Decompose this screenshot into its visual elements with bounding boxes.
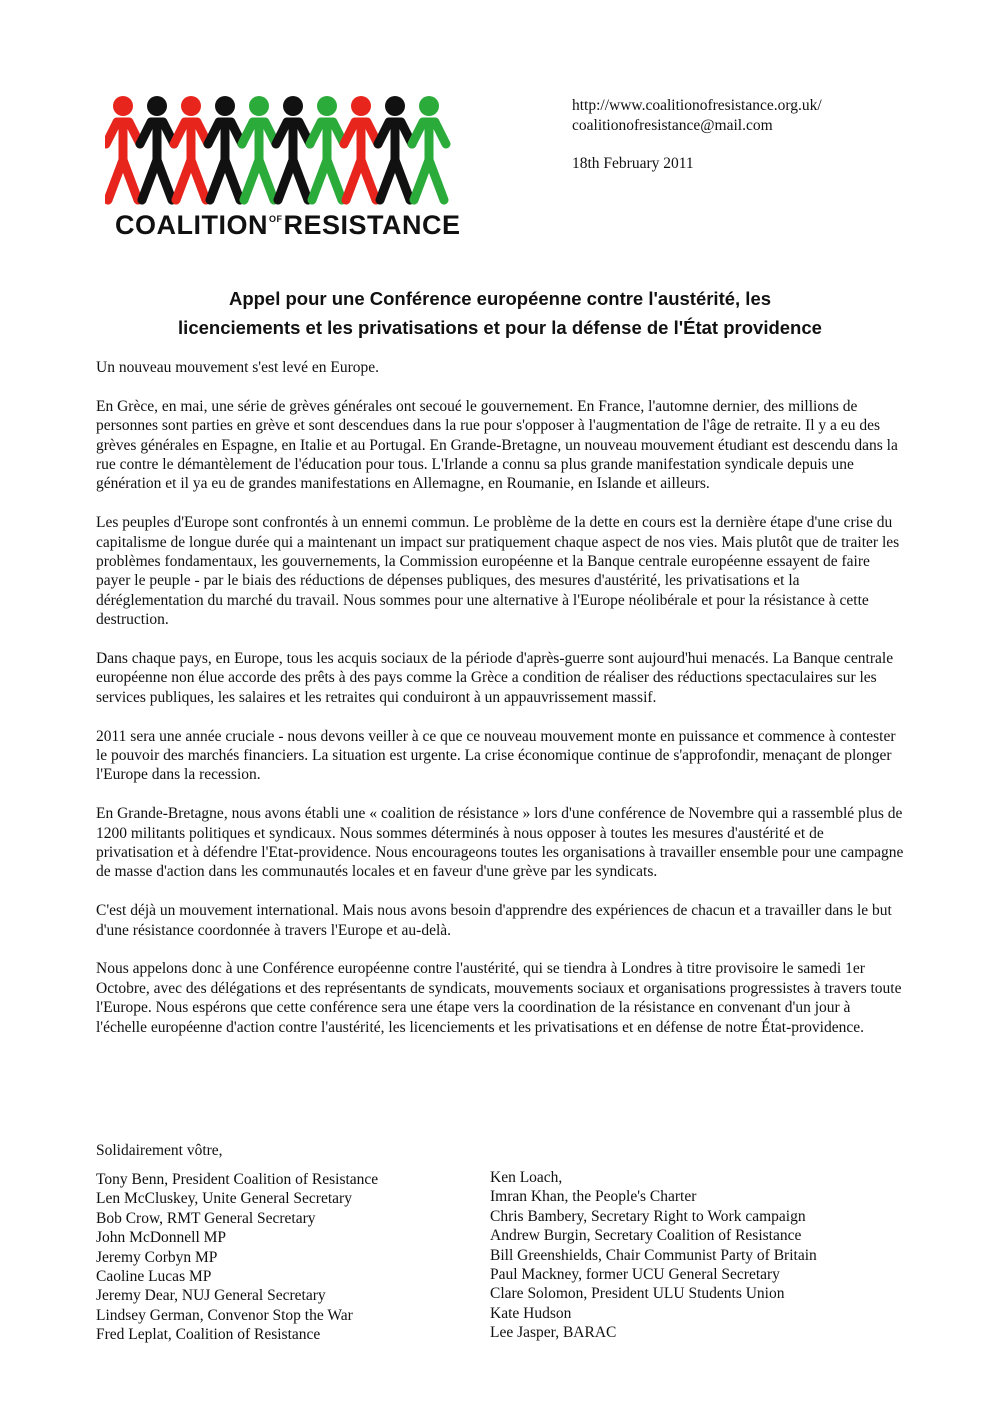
letter-date: 18th February 2011 <box>572 155 694 172</box>
signatory: Jeremy Corbyn MP <box>96 1248 218 1266</box>
signatory: Paul Mackney, former UCU General Secretary <box>490 1266 780 1284</box>
logo-figure <box>378 96 412 200</box>
logo-word-of: OF <box>269 214 283 224</box>
paragraph: 2011 sera une année cruciale - nous devons veiller à ce que ce nouveau mouvement monte en puissance et commence à contester le pouvoir des marchés financiers. La situation est urgente. La crise économique continue de s'approfondir, menaçant de plonger l'Europe dans la recession. <box>96 727 896 784</box>
closing-salutation: Solidairement vôtre, <box>96 1142 223 1159</box>
letter-body <box>96 358 904 1057</box>
logo-figure <box>242 96 276 200</box>
contact-email[interactable]: coalitionofresistance@mail.com <box>572 117 773 134</box>
signatory: Kate Hudson <box>490 1304 572 1322</box>
signatory: Jeremy Dear, NUJ General Secretary <box>96 1287 326 1305</box>
signatory: John McDonnell MP <box>96 1229 227 1247</box>
logo-figure <box>174 96 208 200</box>
document-title <box>80 284 920 342</box>
signatories-right <box>490 1168 817 1343</box>
logo-figure <box>412 96 446 200</box>
signatory: Chris Bambery, Secretary Right to Work campaign <box>490 1207 806 1225</box>
signatory: Bob Crow, RMT General Secretary <box>96 1209 316 1227</box>
paragraph: Les peuples d'Europe sont confrontés à un ennemi commun. Le problème de la dette en cours est la dernière étape d'une crise du capitalisme de longue durée qui a maintenant un impact sur pratiquement chaque aspect de nos vies. Mais plutôt que de traiter les problèmes fondamentaux, les gouvernements, la Commission européenne et la Banque centrale européenne essayent de faire payer le peuple - par le biais des réductions de dépenses publiques, des mesures d'austérité, les privatisations et la déréglementation du marché du travail. Nous sommes pour une alternative à l'Europe néolibérale et pour la résistance à cette destruction. <box>96 514 900 629</box>
paragraph: En Grande-Bretagne, nous avons établi une « coalition de résistance » lors d'une conférence de Novembre qui a rassemblé plus de 1200 militants politiques et syndicaux. Nous sommes déterminés à nous opposer à toutes les mesures d'austérité et de privatisation et à défendre l'Etat-providence. Nous encourageons toutes les organisations à travailler ensemble pour une campagne de masse d'action dans les communautés locales et en faveur d'une grève par les syndicats. <box>96 805 904 881</box>
logo-figure <box>106 96 140 200</box>
title-line-1: Appel pour une Conférence européenne contre l'austérité, les <box>228 288 772 309</box>
signatory: Tony Benn, President Coalition of Resistance <box>96 1171 379 1188</box>
signatory: Caoline Lucas MP <box>96 1268 212 1286</box>
logo-word-coalition: COALITION <box>115 210 268 240</box>
paragraph: Dans chaque pays, en Europe, tous les acquis sociaux de la période d'après-guerre sont aujourd'hui menacés. La Banque centrale européenne non élue accorde des prêts à des pays comme la Grèce a condition de réaliser des réductions spectaculaires sur les services publiques, les salaires et les retraites qui conduiront à un appauvrissement massif. <box>96 650 894 706</box>
logo-wordmark <box>115 210 461 241</box>
logo-figure <box>310 96 344 200</box>
contact-block <box>572 96 822 174</box>
logo-word-resistance: RESISTANCE <box>283 210 461 240</box>
signatory: Clare Solomon, President ULU Students Union <box>490 1285 785 1303</box>
logo-figure <box>208 96 242 200</box>
signatory: Fred Leplat, Coalition of Resistance <box>96 1326 321 1344</box>
signatory: Andrew Burgin, Secretary Coalition of Resistance <box>490 1227 802 1245</box>
logo-figure <box>140 96 174 200</box>
website-url[interactable]: http://www.coalitionofresistance.org.uk/ <box>572 97 822 114</box>
logo-figures <box>105 92 465 210</box>
signatory: Lindsey German, Convenor Stop the War <box>96 1306 353 1324</box>
signatory: Imran Khan, the People's Charter <box>490 1188 697 1206</box>
signatory: Len McCluskey, Unite General Secretary <box>96 1190 352 1208</box>
signatories-left <box>96 1170 378 1345</box>
logo-figure <box>344 96 378 200</box>
signatory: Bill Greenshields, Chair Communist Party of Britain <box>490 1246 817 1264</box>
paragraph: C'est déjà un mouvement international. Mais nous avons besoin d'apprendre des expériences de chacun et a travailler dans le but d'une résistance coordonnée à travers l'Europe et au-delà. <box>96 902 892 939</box>
paragraph: En Grèce, en mai, une série de grèves générales ont secoué le gouvernement. En France, l'automne dernier, des millions de personnes sont parties en grève et sont descendues dans la rue pour s'opposer à l'augmentation de l'âge de retraite. Il y a eu des grèves générales en Espagne, en Italie et au Portugal. En Grande-Bretagne, un nouveau mouvement étudiant est descendu dans la rue contre le démantèlement de l'éducation pour tous. L'Irlande a connu sa plus grande manifestation syndicale depuis une génération et il ya eu de grandes manifestations en Allemagne, en Roumanie, en Islande et ailleurs. <box>96 397 898 493</box>
signatory: Ken Loach, <box>490 1169 563 1186</box>
title-line-2: licenciements et les privatisations et pour la défense de l'État providence <box>178 317 822 338</box>
paragraph: Un nouveau mouvement s'est levé en Europe. <box>96 359 380 376</box>
logo-figure <box>276 96 310 200</box>
coalition-of-resistance-logo <box>105 92 465 242</box>
signatory: Lee Jasper, BARAC <box>490 1324 617 1342</box>
paragraph: Nous appelons donc à une Conférence européenne contre l'austérité, qui se tiendra à Londres à titre provisoire le samedi 1er Octobre, avec des délégations et des représentants de syndicats, mouvements sociaux et organisations progressistes à travers toute l'Europe. Nous espérons que cette conférence sera une étape vers la coordination de la résistance en convenant d'un jour à l'échelle européenne d'action contre l'austérité, les licenciements et les privatisations et en défense de notre État-providence. <box>96 960 902 1036</box>
